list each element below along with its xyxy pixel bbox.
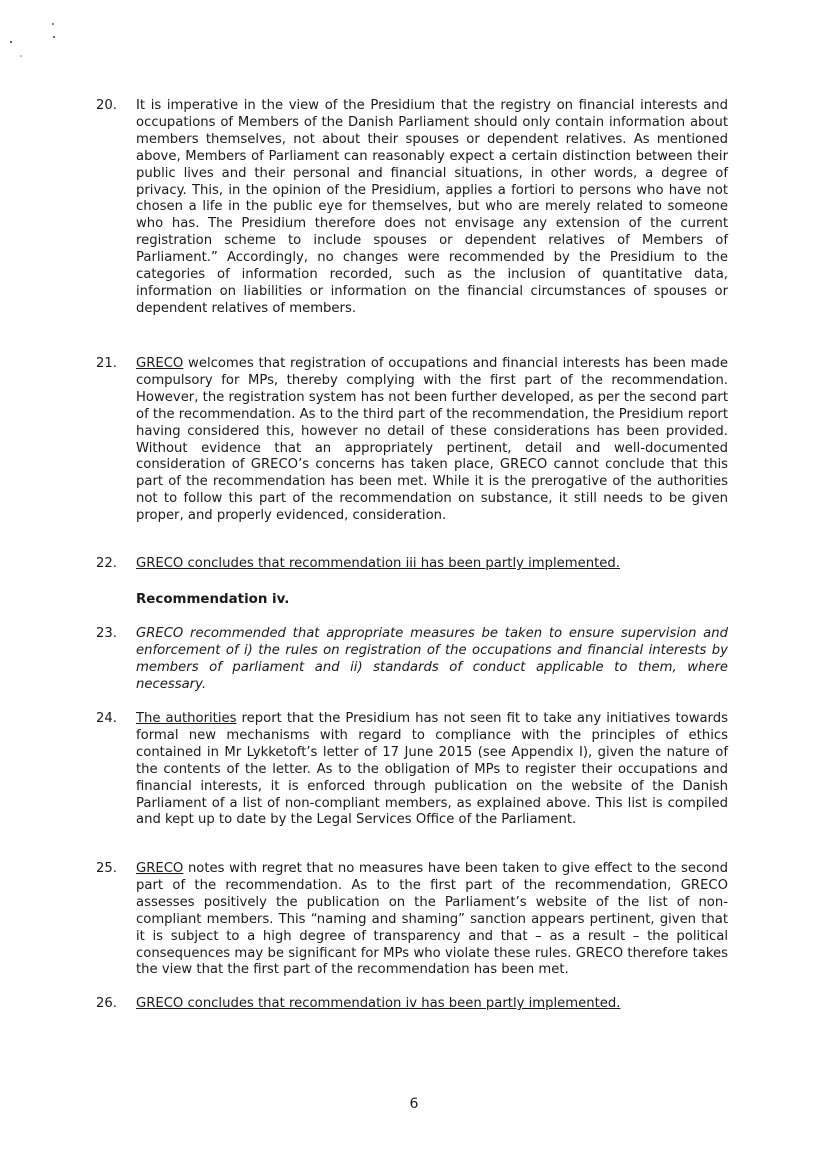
paragraph-rest: report that the Presidium has not seen fit to take any initiatives towards formal new mechanisms with regard to compliance with the principles of ethics contained in Mr Lykketoft’s letter of 17 June 2015 (see Appendix I), given the nature of the contents of the letter. As to the obligation of MPs to register their occupations and financial interests, it is enforced through publication on the website of the Danish Parliament of a list of non-compliant members, as explained above. This list is compiled and kept up to date by the Legal Services Office of the Parliament. [136,711,728,828]
paragraph-lead: GRECO [136,861,184,876]
paragraph-number: 20. [96,98,117,113]
paragraph-26 [96,996,728,1013]
paragraph-lead: GRECO [136,356,184,371]
paragraph-text [136,711,728,829]
page-number: 6 [409,1096,419,1112]
paragraph-24 [96,711,728,829]
paragraph-20 [96,98,728,318]
paragraph-number: 23. [96,626,117,641]
paragraph-number: 25. [96,861,117,876]
paragraph-rest: notes with regret that no measures have been taken to give effect to the second part of the recommendation. As to the first part of the recommendation, GRECO assesses positively the publication on the Parliament’s website of the list of non-compliant members. This “naming and shaming” sanction appears pertinent, given that it is subject to a high degree of transparency and that – as a result – the political consequences may be significant for MPs who violate these rules. GRECO therefore takes the view that the first part of the recommendation has been met. [136,861,728,978]
paragraph-23 [96,626,728,694]
recommendation-heading: Recommendation iv. [136,592,290,607]
paragraph-22 [96,556,728,573]
paragraph-lead: The authorities [136,711,237,726]
paragraph-number: 26. [96,996,117,1011]
paragraph-rest: welcomes that registration of occupations and financial interests has been made compulsory for MPs, thereby complying with the first part of the recommendation. However, the registration system has not been further developed, as per the second part of the recommendation. As to the third part of the recommendation, the Presidium report having considered this, however no detail of these considerations has been provided. Without evidence that an appropriately pertinent, detail and well-documented consideration of GRECO’s concerns has taken place, GRECO cannot conclude that this part of the recommendation has been met. While it is the prerogative of the authorities not to follow this part of the recommendation on substance, it still needs to be given proper, and properly evidenced, consideration. [136,356,728,524]
scan-specks [0,0,80,70]
paragraph-number: 22. [96,556,117,571]
paragraph-25 [96,861,728,979]
paragraph-number: 24. [96,711,117,726]
paragraph-text: GRECO concludes that recommendation iv has been partly implemented. [136,996,621,1011]
paragraph-text: It is imperative in the view of the Presidium that the registry on financial interests and occupations of Members of the Danish Parliament should only contain information about members themselves, not about their spouses or dependent relatives. As mentioned above, Members of Parliament can reasonably expect a certain distinction between their public lives and their personal and financial situations, in other words, a degree of privacy. This, in the opinion of the Presidium, applies a fortiori to persons who have not chosen a life in the public eye for themselves, but who are merely related to someone who has. The Presidium therefore does not envisage any extension of the current registration scheme to include spouses or dependent relatives of Members of Parliament.” Accordingly, no changes were recommended by the Presidium to the categories of information recorded, such as the inclusion of quantitative data, information on liabilities or information on the financial circumstances of spouses or dependent relatives of members. [136,98,728,316]
paragraph-text: GRECO recommended that appropriate measures be taken to ensure supervision and enforcement of i) the rules on registration of the occupations and financial interests by members of parliament and ii) standards of conduct applicable to them, where necessary. [136,626,728,692]
paragraph-21 [96,356,728,525]
paragraph-number: 21. [96,356,117,371]
paragraph-text [136,356,728,525]
paragraph-text: GRECO concludes that recommendation iii has been partly implemented. [136,556,620,571]
paragraph-text [136,861,728,979]
